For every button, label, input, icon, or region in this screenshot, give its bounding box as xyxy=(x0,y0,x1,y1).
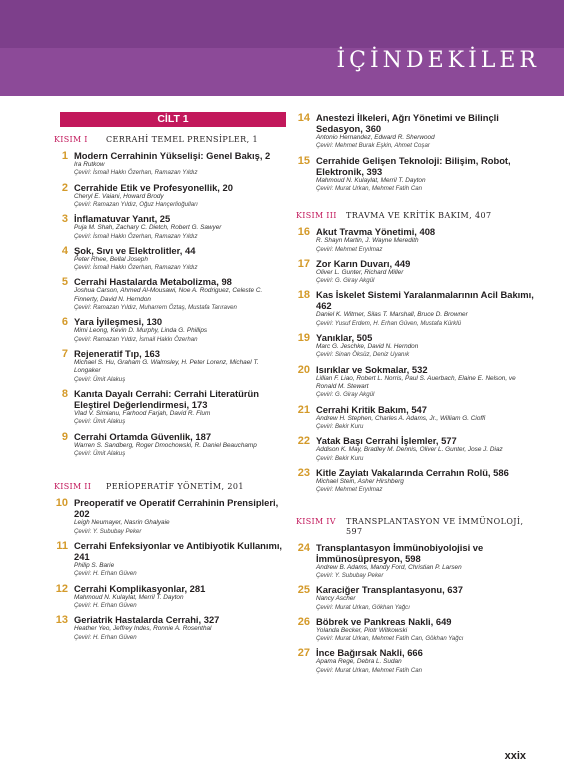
toc-entry[interactable] xyxy=(296,258,534,286)
part-heading xyxy=(54,135,286,145)
right-column xyxy=(296,112,534,679)
chapter-translators: Çeviri: İsmail Hakkı Özerhan, Ramazan Yıldız xyxy=(74,169,198,177)
entry-body xyxy=(74,316,286,344)
part-title: TRANSPLANTASYON VE İMMÜNOLOJİ, 597 xyxy=(346,516,524,536)
entry-body xyxy=(74,540,286,579)
toc-entry[interactable] xyxy=(54,276,286,312)
chapter-title[interactable]: Transplantasyon İmmünobiyolojisi ve İmmünosüpresyon, 598 xyxy=(316,541,484,564)
chapter-authors: Mimi Leong, Kevin D. Murphy, Linda G. Phillips xyxy=(74,327,208,335)
entry-body xyxy=(74,388,286,427)
chapter-translators: Çeviri: İsmail Hakkı Özerhan, Ramazan Yıldız xyxy=(74,232,198,240)
toc-entry[interactable] xyxy=(296,467,534,495)
chapter-number: 22 xyxy=(297,435,310,448)
toc-entry[interactable] xyxy=(296,112,534,151)
left-column xyxy=(54,112,286,646)
chapter-title[interactable]: Isırıklar ve Sokmalar, 532 xyxy=(316,363,428,375)
part-heading xyxy=(296,211,534,221)
header-band xyxy=(0,0,564,48)
toc-entry[interactable] xyxy=(54,614,286,642)
chapter-authors: Leigh Neumayer, Nasrin Ghalyaie xyxy=(74,519,170,527)
chapter-translators: Çeviri: Ümit Alakuş xyxy=(74,450,126,458)
entry-body xyxy=(316,542,534,581)
section-spacer xyxy=(296,197,534,203)
entry-body xyxy=(74,348,286,384)
chapter-translators: Çeviri: H. Erhan Güven xyxy=(74,570,137,578)
toc-entry[interactable] xyxy=(54,497,286,536)
chapter-translators: Çeviri: Mehmet Eryılmaz xyxy=(316,486,383,494)
chapter-translators: Çeviri: Y. Sububay Peker xyxy=(316,571,384,579)
chapter-number: 25 xyxy=(297,584,310,597)
part-number: KISIM IV xyxy=(296,516,336,526)
toc-entry[interactable] xyxy=(54,213,286,241)
chapter-number: 14 xyxy=(297,112,310,124)
toc-entry[interactable] xyxy=(296,226,534,254)
chapter-authors: Oliver L. Gunter, Richard Miller xyxy=(316,268,404,276)
toc-entry[interactable] xyxy=(54,245,286,273)
chapter-authors: Apama Rege, Debra L. Sudan xyxy=(316,658,402,666)
chapter-title[interactable]: Cerrahi Ortamda Güvenlik, 187 xyxy=(74,430,212,442)
chapter-title[interactable]: İnce Bağırsak Nakli, 666 xyxy=(316,647,423,659)
toc-entry[interactable] xyxy=(296,332,534,360)
chapter-number: 3 xyxy=(61,213,68,226)
toc-entry[interactable] xyxy=(54,182,286,210)
chapter-translators: Çeviri: Murat Urkan, Mehmet Fatih Can xyxy=(316,666,422,674)
chapter-number: 18 xyxy=(297,289,310,302)
toc-entry[interactable] xyxy=(54,150,286,178)
part-title: TRAVMA VE KRİTİK BAKIM, 407 xyxy=(346,211,492,221)
chapter-title[interactable]: Cerrahi Enfeksiyonlar ve Antibiyotik Kullanımı, 241 xyxy=(74,539,283,562)
chapter-number: 2 xyxy=(61,181,68,194)
chapter-authors: Vlad V. Simianu, Farhood Farjah, David R. Flum xyxy=(74,410,211,418)
chapter-translators: Çeviri: İsmail Hakkı Özerhan, Ramazan Yıldız xyxy=(74,264,198,272)
entry-body xyxy=(316,616,534,644)
chapter-translators: Çeviri: H. Erhan Güven xyxy=(74,601,137,609)
entry-body xyxy=(316,435,534,463)
chapter-translators: Çeviri: Ramazan Yıldız, Muharrem Öztaş, Mustafa Tarıraven xyxy=(74,304,237,312)
chapter-title[interactable]: Yara İyileşmesi, 130 xyxy=(74,316,163,328)
chapter-number: 13 xyxy=(55,614,68,627)
chapter-title[interactable]: İnflamatuvar Yanıt, 25 xyxy=(74,213,171,225)
chapter-number: 19 xyxy=(297,332,310,345)
chapter-number: 12 xyxy=(55,582,68,595)
chapter-authors: Yolanda Becker, Piotr Witkowski xyxy=(316,626,408,634)
entry-body xyxy=(316,584,534,612)
chapter-title[interactable]: Modern Cerrahinin Yükselişi: Genel Bakış, 2 xyxy=(74,150,271,161)
chapter-authors: Marc G. Jeschke, David N. Herndon xyxy=(316,343,419,351)
chapter-translators: Çeviri: Murat Urkan, Gökhan Yağcı xyxy=(316,603,410,611)
chapter-translators: Çeviri: Ramazan Yıldız, İsmail Hakkı Özerhan xyxy=(74,335,198,343)
chapter-title[interactable]: Yatak Başı Cerrahi İşlemler, 577 xyxy=(316,435,457,447)
entry-body xyxy=(316,332,534,360)
chapter-title[interactable]: Anestezi İlkeleri, Ağrı Yönetimi ve Bilinçli Sedasyon, 360 xyxy=(316,112,499,134)
chapter-authors: Philip S. Barie xyxy=(74,561,115,569)
chapter-title[interactable]: Kas İskelet Sistemi Yaralanmalarının Acil Bakımı, 462 xyxy=(316,289,534,312)
chapter-title[interactable]: Rejeneratif Tıp, 163 xyxy=(74,348,160,360)
chapter-title[interactable]: Preoperatif ve Operatif Cerrahinin Prensipleri, 202 xyxy=(74,497,279,520)
chapter-authors: Andrew B. Adams, Mandy Ford, Christian P. Larsen xyxy=(316,563,462,571)
chapter-number: 10 xyxy=(55,497,68,510)
chapter-authors: Addison K. May, Bradley M. Dennis, Oliver L. Gunter, Jose J. Diaz xyxy=(316,446,503,454)
chapter-title[interactable]: Akut Travma Yönetimi, 408 xyxy=(316,226,436,238)
chapter-number: 5 xyxy=(61,276,68,289)
chapter-number: 23 xyxy=(297,466,310,479)
chapter-translators: Çeviri: Ramazan Yıldız, Oğuz Hançerlioğulları xyxy=(74,201,198,209)
chapter-authors: Andrew H. Stephen, Charles A. Adams, Jr., William G. Cioffi xyxy=(316,414,486,422)
toc-entry[interactable] xyxy=(54,583,286,611)
chapter-number: 6 xyxy=(61,316,68,329)
chapter-number: 16 xyxy=(297,226,310,239)
chapter-title[interactable]: Kanıta Dayalı Cerrahi: Cerrahi Literatürün Eleştirel Değerlendirmesi, 173 xyxy=(74,388,259,411)
chapter-translators: Çeviri: G. Giray Akgül xyxy=(316,391,375,399)
chapter-translators: Çeviri: Bekir Kuru xyxy=(316,423,364,431)
toc-entry[interactable] xyxy=(296,435,534,463)
chapter-title[interactable]: Yanıklar, 505 xyxy=(316,332,373,344)
chapter-number: 21 xyxy=(297,403,310,416)
entry-body xyxy=(316,289,534,328)
chapter-translators: Çeviri: Ümit Alakuş xyxy=(74,418,126,426)
chapter-translators: Çeviri: H. Erhan Güven xyxy=(74,633,137,641)
chapter-translators: Çeviri: G. Giray Akgül xyxy=(316,277,375,285)
toc-entry[interactable] xyxy=(54,316,286,344)
chapter-translators: Çeviri: Bekir Kuru xyxy=(316,454,364,462)
chapter-authors: Heather Yeo, Jeffrey Indes, Ronnie A. Rosenthal xyxy=(74,625,212,633)
chapter-authors: Nancy Ascher xyxy=(316,595,356,603)
chapter-authors: Michael Stein, Asher Hirshberg xyxy=(316,477,404,485)
entry-body xyxy=(74,583,286,611)
volume-label: CİLT 1 xyxy=(60,112,286,127)
chapter-authors: Mahmoud N. Kulaylat, Merril T. Dayton xyxy=(74,593,184,601)
toc-entry[interactable] xyxy=(54,431,286,459)
chapter-title[interactable]: Cerrahi Hastalarda Metabolizma, 98 xyxy=(74,276,232,288)
chapter-title[interactable]: Cerrahi Komplikasyonlar, 281 xyxy=(74,582,206,594)
part-title: CERRAHİ TEMEL PRENSİPLER, 1 xyxy=(106,135,258,144)
toc-entry[interactable] xyxy=(296,584,534,612)
chapter-authors: Michael S. Hu, Graham G. Walmsley, H. Peter Lorenz, Michael T. Longaker xyxy=(74,359,259,375)
part-number: KISIM II xyxy=(54,482,92,492)
chapter-authors: Warren S. Sandberg, Roger Dmochowski, R. Daniel Beauchamp xyxy=(74,441,257,449)
chapter-title[interactable]: Böbrek ve Pankreas Nakli, 649 xyxy=(316,615,452,627)
entry-body xyxy=(74,245,286,273)
entry-body xyxy=(74,150,286,178)
chapter-translators: Çeviri: Murat Urkan, Mehmet Fatih Can, Gökhan Yağcı xyxy=(316,635,464,643)
chapter-title[interactable]: Kitle Zayiatı Vakalarında Cerrahın Rolü, 586 xyxy=(316,466,509,478)
chapter-title[interactable]: Cerrahide Etik ve Profesyonellik, 20 xyxy=(74,181,233,193)
toc-entry[interactable] xyxy=(296,155,534,194)
entry-body xyxy=(316,258,534,286)
chapter-title[interactable]: Cerrahi Kritik Bakım, 547 xyxy=(316,403,427,415)
toc-entry[interactable] xyxy=(296,542,534,581)
entry-body xyxy=(316,364,534,400)
chapter-number: 24 xyxy=(297,541,310,554)
toc-entry[interactable] xyxy=(296,616,534,644)
part-number: KISIM I xyxy=(54,135,88,144)
chapter-authors: R. Shayn Martin, J. Wayne Meredith xyxy=(316,237,419,245)
chapter-translators: Çeviri: Y. Sububay Peker xyxy=(74,527,142,535)
entry-body xyxy=(74,213,286,241)
chapter-number: 11 xyxy=(56,539,68,552)
part-number: KISIM III xyxy=(296,211,337,221)
chapter-number: 9 xyxy=(61,430,68,443)
section-spacer xyxy=(54,462,286,474)
page-number: xxix xyxy=(504,750,526,762)
chapter-title[interactable]: Zor Karın Duvarı, 449 xyxy=(316,257,411,269)
entry-body xyxy=(74,614,286,642)
entry-body xyxy=(74,431,286,459)
chapter-translators: Çeviri: Mehmet Burak Eşkin, Ahmet Coşar xyxy=(316,142,430,150)
chapter-authors: Ira Rutkow xyxy=(74,161,105,168)
chapter-translators: Çeviri: Mehmet Eryılmaz xyxy=(316,245,383,253)
chapter-number: 4 xyxy=(61,244,68,257)
toc-entry[interactable] xyxy=(296,364,534,400)
header-banner xyxy=(0,0,564,96)
chapter-authors: Daniel K. Witmer, Silas T. Marshall, Bruce D. Browner xyxy=(316,311,468,319)
toc-entry[interactable] xyxy=(54,388,286,427)
toc-entry[interactable] xyxy=(296,404,534,432)
toc-entry[interactable] xyxy=(54,348,286,384)
page-title: İÇİNDEKİLER xyxy=(336,48,540,73)
chapter-title[interactable]: Cerrahide Gelişen Teknoloji: Bilişim, Robot, Elektronik, 393 xyxy=(316,154,511,177)
part-title: PERİOPERATİF YÖNETİM, 201 xyxy=(106,482,244,492)
entry-body xyxy=(316,112,534,151)
toc-entry[interactable] xyxy=(54,540,286,579)
chapter-title[interactable]: Şok, Sıvı ve Elektrolitler, 44 xyxy=(74,244,196,256)
entry-body xyxy=(316,155,534,194)
chapter-translators: Çeviri: Yusuf Erdem, H. Erhan Güven, Mustafa Kürklü xyxy=(316,319,461,327)
chapter-title[interactable]: Geriatrik Hastalarda Cerrahi, 327 xyxy=(74,614,220,626)
entry-body xyxy=(74,497,286,536)
part-heading xyxy=(54,482,286,492)
chapter-number: 8 xyxy=(61,388,68,401)
chapter-number: 27 xyxy=(297,647,310,660)
chapter-number: 1 xyxy=(61,150,68,162)
chapter-number: 17 xyxy=(297,257,310,270)
chapter-translators: Çeviri: Murat Urkan, Mehmet Fatih Can xyxy=(316,185,422,193)
chapter-authors: Puja M. Shah, Zachary C. Dietch, Robert G. Sawyer xyxy=(74,224,222,232)
entry-body xyxy=(316,467,534,495)
entry-body xyxy=(74,276,286,312)
section-spacer xyxy=(296,499,534,509)
part-heading xyxy=(296,517,534,537)
chapter-translators: Çeviri: Sinan Öksüz, Deniz Uyanık xyxy=(316,351,410,359)
chapter-number: 26 xyxy=(297,615,310,628)
chapter-authors: Peter Rhee, Bellal Joseph xyxy=(74,255,148,263)
chapter-number: 7 xyxy=(61,348,68,361)
toc-entry[interactable] xyxy=(296,647,534,675)
chapter-authors: Mahmoud N. Kulaylat, Merril T. Dayton xyxy=(316,176,426,184)
chapter-number: 15 xyxy=(297,154,310,167)
chapter-authors: Lillian F. Liao, Robert L. Norris, Paul S. Auerbach, Elaine E. Nelson, ve Ronald M. Stewart xyxy=(316,374,516,391)
chapter-number: 20 xyxy=(297,363,310,376)
chapter-translators: Çeviri: Ümit Alakuş xyxy=(74,375,126,383)
entry-body xyxy=(316,404,534,432)
chapter-authors: Antonio Hernandez, Edward R. Sherwood xyxy=(316,134,435,141)
chapter-authors: Cheryl E. Vaiani, Howard Brody xyxy=(74,192,164,200)
entry-body xyxy=(316,647,534,675)
chapter-authors: Joshua Carson, Ahmed Al-Mousawi, Noe A. Rodriguez, Celeste C. Finnerty, David N. Herndon xyxy=(74,287,263,303)
entry-body xyxy=(316,226,534,254)
entry-body xyxy=(74,182,286,210)
toc-entry[interactable] xyxy=(296,289,534,328)
chapter-title[interactable]: Karaciğer Transplantasyonu, 637 xyxy=(316,584,463,596)
